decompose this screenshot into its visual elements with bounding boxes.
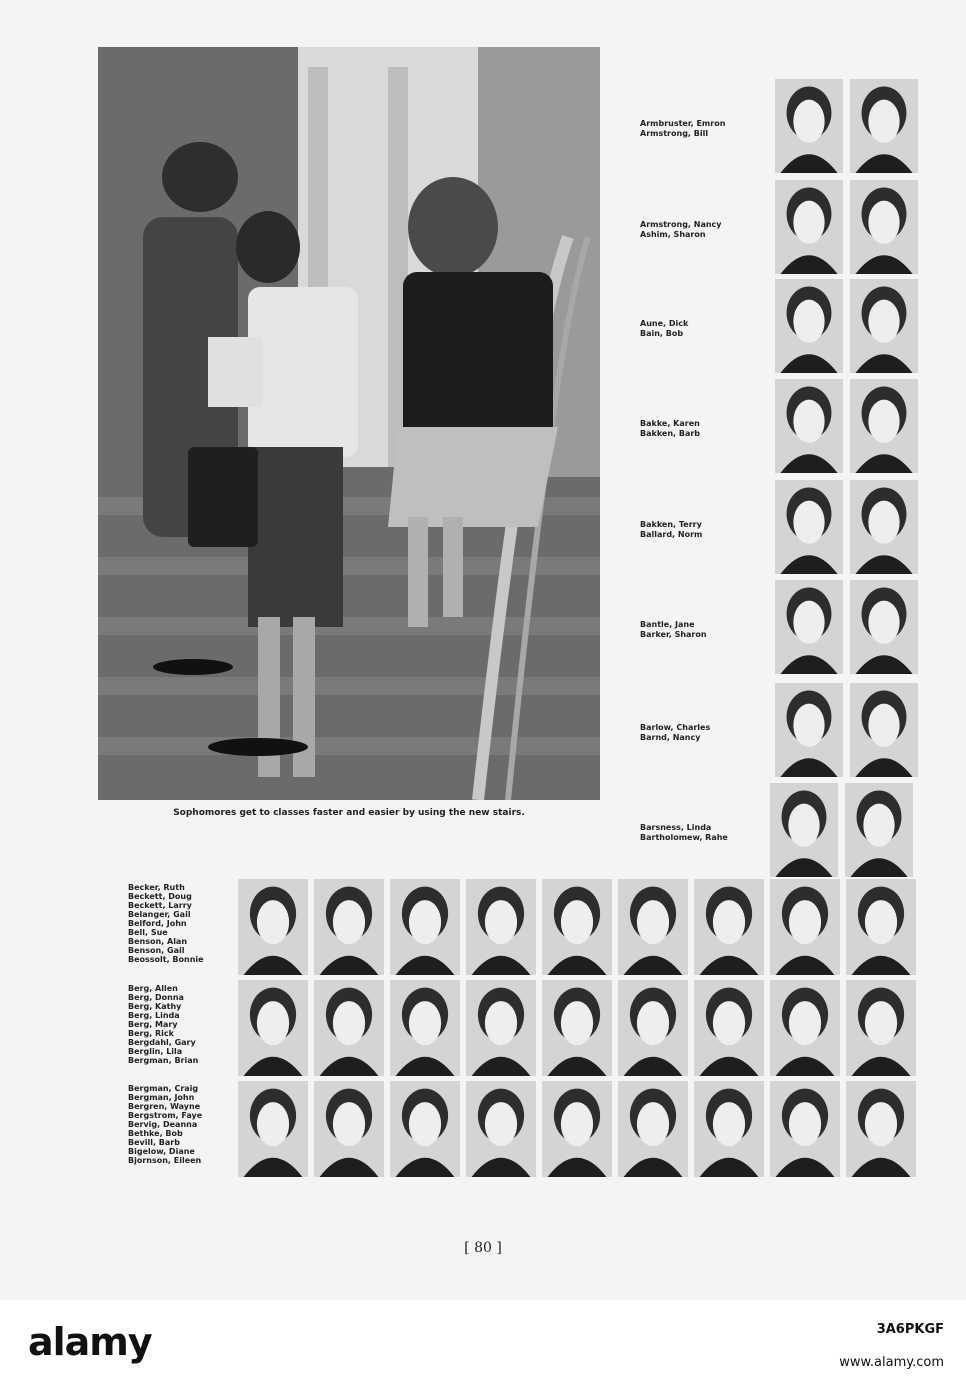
- student-name: Bergman, John: [128, 1093, 195, 1102]
- student-name: Bergman, Brian: [128, 1056, 199, 1065]
- student-portrait: [850, 480, 918, 574]
- student-portrait: [466, 879, 536, 975]
- stock-site: www.alamy.com: [839, 1355, 944, 1370]
- student-portrait: [850, 79, 918, 173]
- student-name: Bergren, Wayne: [128, 1102, 201, 1111]
- student-name: Bergstrom, Faye: [128, 1111, 203, 1120]
- student-portrait: [775, 480, 843, 574]
- student-portrait: [390, 980, 460, 1076]
- student-name: Barsness, Linda: [640, 823, 712, 832]
- brand-logo: alamy: [28, 1320, 152, 1364]
- student-name: Bantle, Jane: [640, 620, 695, 629]
- student-name: Bakken, Barb: [640, 429, 701, 438]
- name-list: [128, 1084, 238, 1165]
- student-portrait: [775, 279, 843, 373]
- student-name: Belanger, Gail: [128, 910, 191, 919]
- student-name: Bjornson, Eileen: [128, 1156, 202, 1165]
- student-portrait: [775, 79, 843, 173]
- image-id: 3A6PKGF: [876, 1322, 944, 1337]
- student-name: Barlow, Charles: [640, 723, 711, 732]
- student-name: Ashim, Sharon: [640, 230, 706, 239]
- portrait-row: [640, 783, 920, 879]
- name-list: [640, 319, 770, 339]
- name-list: [640, 520, 770, 540]
- stock-info: [839, 1322, 944, 1370]
- student-portrait: [850, 580, 918, 674]
- student-portrait: [770, 783, 838, 877]
- student-portrait: [694, 980, 764, 1076]
- student-name: Aune, Dick: [640, 319, 689, 328]
- stairs-photo: [98, 47, 600, 800]
- name-list: [640, 620, 770, 640]
- student-name: Bigelow, Diane: [128, 1147, 195, 1156]
- student-name: Bartholomew, Rahe: [640, 833, 728, 842]
- student-name: Benson, Gail: [128, 946, 185, 955]
- student-name: Bevill, Barb: [128, 1138, 180, 1147]
- student-name: Bervig, Deanna: [128, 1120, 198, 1129]
- student-name: Armstrong, Bill: [640, 129, 709, 138]
- student-name: Berg, Linda: [128, 1011, 180, 1020]
- name-list: [640, 119, 770, 139]
- student-portrait: [238, 879, 308, 975]
- student-portrait: [238, 980, 308, 1076]
- student-portrait: [542, 1081, 612, 1177]
- student-portrait: [770, 980, 840, 1076]
- student-name: Armbruster, Emron: [640, 119, 726, 128]
- student-portrait: [775, 580, 843, 674]
- student-portrait: [694, 1081, 764, 1177]
- name-list: [640, 419, 770, 439]
- portrait-row: [640, 379, 920, 475]
- student-portrait: [314, 879, 384, 975]
- student-portrait: [845, 783, 913, 877]
- student-portrait: [466, 1081, 536, 1177]
- student-name: Beossolt, Bonnie: [128, 955, 204, 964]
- student-name: Belford, John: [128, 919, 187, 928]
- stairs-photo-art: [98, 47, 600, 800]
- student-portrait: [314, 980, 384, 1076]
- student-portrait: [850, 279, 918, 373]
- student-name: Beckett, Larry: [128, 901, 192, 910]
- portrait-row: [640, 180, 920, 276]
- student-name: Berg, Donna: [128, 993, 184, 1002]
- student-portrait: [850, 180, 918, 274]
- student-name: Barker, Sharon: [640, 630, 707, 639]
- student-portrait: [542, 980, 612, 1076]
- name-list: [128, 984, 238, 1065]
- student-name: Berg, Mary: [128, 1020, 178, 1029]
- student-name: Beckett, Doug: [128, 892, 192, 901]
- student-name: Bain, Bob: [640, 329, 684, 338]
- student-portrait: [850, 379, 918, 473]
- student-portrait: [770, 879, 840, 975]
- student-portrait: [850, 683, 918, 777]
- student-portrait: [390, 1081, 460, 1177]
- portrait-row: [640, 683, 920, 779]
- student-portrait: [694, 879, 764, 975]
- student-portrait: [618, 1081, 688, 1177]
- student-name: Berg, Kathy: [128, 1002, 182, 1011]
- student-name: Ballard, Norm: [640, 530, 703, 539]
- portrait-row: [640, 580, 920, 676]
- student-name: Berglin, Lila: [128, 1047, 183, 1056]
- student-portrait: [390, 879, 460, 975]
- student-name: Bakke, Karen: [640, 419, 700, 428]
- name-list: [640, 220, 770, 240]
- name-list: [128, 883, 238, 964]
- student-portrait: [314, 1081, 384, 1177]
- student-portrait: [466, 980, 536, 1076]
- student-name: Bethke, Bob: [128, 1129, 183, 1138]
- student-portrait: [775, 180, 843, 274]
- student-portrait: [775, 683, 843, 777]
- portrait-row: [640, 480, 920, 576]
- student-portrait: [846, 1081, 916, 1177]
- student-portrait: [846, 879, 916, 975]
- portrait-row: [640, 79, 920, 175]
- student-portrait: [846, 980, 916, 1076]
- student-name: Bergdahl, Gary: [128, 1038, 196, 1047]
- student-name: Armstrong, Nancy: [640, 220, 722, 229]
- student-name: Bergman, Craig: [128, 1084, 199, 1093]
- name-list: [640, 723, 770, 743]
- student-name: Barnd, Nancy: [640, 733, 701, 742]
- student-name: Bakken, Terry: [640, 520, 702, 529]
- stock-banner: [0, 1300, 966, 1390]
- name-list: [640, 823, 770, 843]
- student-name: Becker, Ruth: [128, 883, 185, 892]
- student-name: Berg, Rick: [128, 1029, 174, 1038]
- student-name: Bell, Sue: [128, 928, 168, 937]
- student-portrait: [775, 379, 843, 473]
- portrait-row: [640, 279, 920, 375]
- student-name: Benson, Alan: [128, 937, 188, 946]
- student-portrait: [618, 980, 688, 1076]
- photo-caption: Sophomores get to classes faster and easier by using the new stairs.: [173, 808, 525, 818]
- student-portrait: [542, 879, 612, 975]
- student-portrait: [238, 1081, 308, 1177]
- student-portrait: [770, 1081, 840, 1177]
- student-name: Berg, Allen: [128, 984, 178, 993]
- page-number: [ 80 ]: [464, 1240, 502, 1256]
- student-portrait: [618, 879, 688, 975]
